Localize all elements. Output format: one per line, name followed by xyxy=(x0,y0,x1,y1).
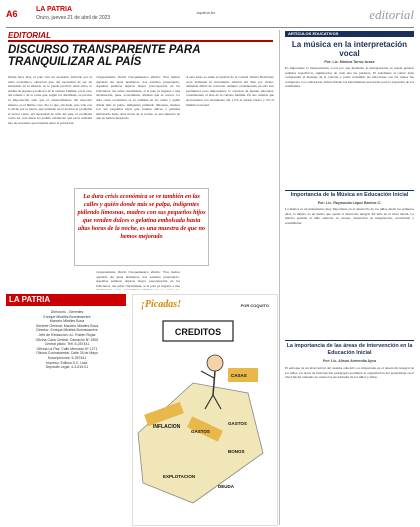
article3-author: Por: Lic. Alison Armendia Ayca xyxy=(323,359,376,363)
masthead-line: Central piloto: Telf. 5-257441 xyxy=(44,342,90,347)
article2-body: La música es un instrumento muy importante en el desarrollo de los niños desde los primeros años, la música es un medio que ayuda al desarrollo integral del niño en el nivel inicial. La música permite al niño explorar su cuerpo, desarrollar su imaginación, creatividad y sensibilidad. xyxy=(285,207,414,225)
editorial-column-1: Desde hace días, el país vive un escenario delicado por el tema económico, situación que, sin necesidad de ser un entendido en la materia, se le puede percibir, entre ellos, la subida de algunos productos de la canasta familiar, tal el caso del tomate o de la carne que, según los detallistas, se precisa la importación ante que el abastecimiento del mercado interno, es el último caso. Por lo que, sin duda, esto vale con lo dicho por la banca, que teniendo en el alcance el problema el sector venta, sin necesidad de salir del país, el problema como tal, este diario ha podido evidenciar que en la realidad hay un escenario preocupante entre la población. xyxy=(8,75,92,125)
masthead-title: LA PATRIA xyxy=(6,294,126,306)
section-title: editorial xyxy=(369,7,414,22)
masthead-line: Gerente General: Marcelo Miralles Bova xyxy=(35,323,99,328)
cartoon-author: POR COQUITO xyxy=(240,303,269,308)
article1-title: La música en la interpretación vocal xyxy=(291,40,408,58)
masthead xyxy=(6,294,126,524)
cartoon-label: BONOS xyxy=(228,449,245,454)
figure-arm xyxy=(201,371,214,378)
cartoon-label: GASTOS xyxy=(228,421,247,426)
pull-quote: La dura crisis económica se ve también en las calles y quién donde más se palpa, indigentes pidiendo limosnas, madres con sus pequeños hijos que venden dulces o gelatina embolsada hasta altas horas de la noche, es una muestra de que no hemos mejorado xyxy=(74,188,209,266)
masthead-line: Marcelo Miralles Bova xyxy=(49,319,85,324)
cartoon-label: DEUDA xyxy=(218,484,235,489)
header-website: lapatria.bo xyxy=(196,10,216,15)
editorial-label: EDITORIAL xyxy=(8,31,51,40)
article2-title: Importancia de la Música en Educación Inicial xyxy=(290,192,409,198)
editorial-title: DISCURSO TRANSPARENTE PARA TRANQUILIZAR AL PAÍS xyxy=(8,44,201,68)
cartoon-title: ¡Picadas! xyxy=(141,299,181,310)
masthead-line: Suscripciones: 5-257441 xyxy=(47,355,87,360)
logo: LA PATRIA xyxy=(36,6,73,13)
article3-title: La importancia de las áreas de intervención en la Educación Inicial xyxy=(286,343,413,356)
page-number: A6 xyxy=(6,9,18,19)
editorial-column-3: A esta tensa se suma la presión de la Central Obrera Boliviana, cuya demanda es incremento salarial del diez por ciento, demanda difícil de concretar, siempre considerando en sólo tres parámetros pero importantes, la creación de fuentes laborales, considerando al alza de la canasta familiar. En sus cuentas que atravesamos con incremento del 1,5% al salario básico y 3% al mínimo nacional. xyxy=(186,75,274,107)
cartoon-label: GASTOS xyxy=(191,429,210,434)
cartoon-illustration xyxy=(133,313,277,523)
article1-author: Por: Lic. Mónica Torrez Araoz xyxy=(324,60,375,64)
masthead-line: Directorio - Gerentes xyxy=(50,310,84,314)
masthead-line: Oficina La Paz: Calle Mercado Nº 1271 xyxy=(36,346,98,351)
masthead-line: Jefe de Redacción: a.i. Rubén Rojas xyxy=(38,332,96,337)
article-rule xyxy=(285,190,414,191)
cartoon-label: INFLACION xyxy=(153,424,181,430)
header-date: Oruro, jueves 21 de abril de 2023 xyxy=(36,15,111,21)
masthead-line: Director: Enrique Miralles Bonnecarrère xyxy=(36,328,98,333)
masthead-line: Oficina Cochabamba: Calle 25 de Mayo xyxy=(36,351,98,356)
editorial-rule xyxy=(8,40,273,42)
editorial-column-2b: vicepresidente David Choquehuanca afirma: 'Nos hemos quedado sin plata hermanos, nos estamos preparando'. Aquellas palabras dejaron mayor preocupación en los bolivianos, sin saber ciertamente, si el país ya ingresó a una xyxy=(96,270,180,288)
figure-head xyxy=(207,355,223,371)
cartoon-label: CASAS xyxy=(231,373,247,378)
masthead-line: Depósito Legal: 4-3-519-01 xyxy=(45,365,89,370)
masthead-line: Impreso: Editora S.C. Ltda. xyxy=(45,360,89,365)
editorial-column-2: vicepresidente David Choquehuanca afirma: 'Nos hemos quedado sin plata hermanos, nos estamos preparando'. Aquellas palabras dejaron mayor preocupación en los bolivianos, sin saber ciertamente, si el país ya ingresó a una devaluación, pues, economistas afirman que se acerca. La dura crisis económica se ve también en las calles y quién donde más se palpa, indigentes pidiendo limosnas, madres con sus pequeños hijos que venden dulces o gelatina embolsada hasta altas horas de la noche, es una muestra de que no hemos mejorado. xyxy=(96,75,180,121)
column-divider xyxy=(279,30,280,525)
masthead-line: Enrique Miralles Bonnecarrère xyxy=(43,314,91,319)
cartoon-label: CREDITOS xyxy=(174,327,222,337)
education-bar: ARTÍCULOS EDUCATIVOS xyxy=(285,31,414,37)
masthead-lines xyxy=(10,310,124,370)
article3-body: El enfoque de un nivel inicial del sistema educativo es importante en el desarrollo integral de los niños, las áreas de intervención pedagógica permiten la organización del aprendizaje en el nivel inicial tomando en cuenta las necesidades de los niños y niñas. xyxy=(285,366,414,380)
masthead-line: Oficina Casa Central: Camacho Nº 1892 xyxy=(35,337,99,342)
page-header xyxy=(6,5,414,28)
cartoon-ground xyxy=(138,383,263,503)
article2-author: Por: Lic. Raymunda López Barrios C. xyxy=(317,201,382,205)
article1-body: Es importante la interpretación vocal por que mediante la interpretación se puede generar sentidos específicos, significados de cada una las palabras. El estudiante al cantar debe comprender el mensaje de la canción y poder transmitir las emociones con las cuales fue compuesta. Los educadores deben brindar las herramientas necesarias para la expresión de los estudiantes. xyxy=(285,66,414,89)
cartoon xyxy=(132,294,278,526)
article-rule xyxy=(285,340,414,341)
cartoon-label: EXPLOTACION xyxy=(163,474,196,479)
